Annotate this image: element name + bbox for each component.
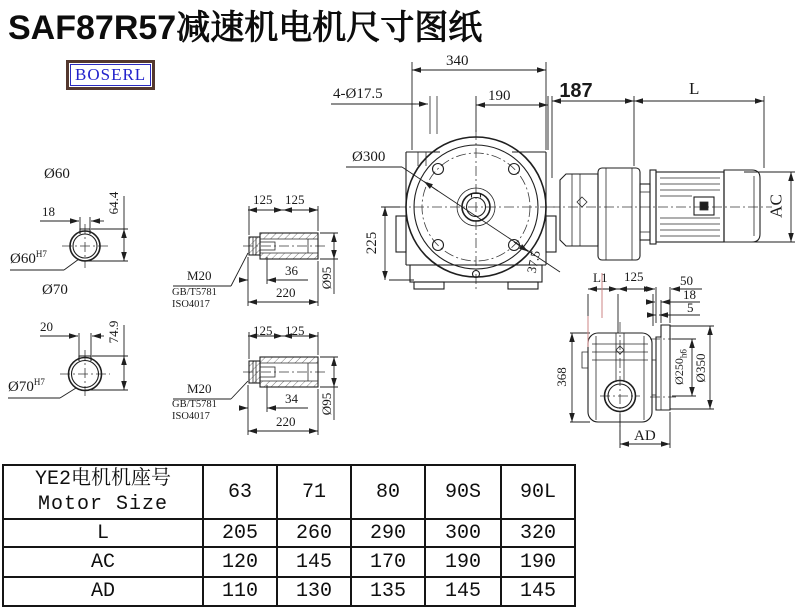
table-cell: 145 <box>277 547 351 577</box>
dim-label-h2-220: 220 <box>276 414 296 429</box>
table-row-AD <box>3 577 575 606</box>
dim-label-225: 225 <box>363 231 380 255</box>
table-cell: 300 <box>425 519 501 547</box>
table-cell: 145 <box>425 577 501 606</box>
table-row-label: AC <box>3 547 203 577</box>
dim-label-shaft60-fit: $Ø60^{H7}$ <box>10 249 47 267</box>
table-cell: 320 <box>501 519 575 547</box>
dim-label-L: L <box>689 79 700 98</box>
dim-label-h2-std1: GB/T5781 <box>172 399 217 410</box>
table-header-en: Motor Size <box>37 493 169 516</box>
dim-label-r125: 125 <box>624 269 644 284</box>
dim-label-shaft70-title: Ø70 <box>42 282 68 298</box>
dim-label-190: 190 <box>488 88 511 104</box>
dim-label-h1-bolt: M20 <box>187 268 212 283</box>
table-header-80: 80 <box>351 465 425 519</box>
dim-label-flange-dia: Ø300 <box>352 149 386 165</box>
dim-label-AC: AC <box>766 194 786 218</box>
dim-label-d350: Ø350 <box>692 353 708 383</box>
dim-label-h2-125a: 125 <box>253 323 273 338</box>
page-title: SAF87R57减速机电机尺寸图纸 <box>8 9 483 47</box>
dim-label-shaft70-keywidth: 20 <box>40 319 53 334</box>
dim-label-shaft70-fit: $Ø70^{H7}$ <box>8 377 45 395</box>
dim-label-AD: AD <box>634 428 656 444</box>
table-header-90S: 90S <box>425 465 501 519</box>
dim-label-L1: L1 <box>593 270 608 285</box>
table-header-motor-size <box>3 465 203 519</box>
dim-label-37-5: 37.5 <box>523 249 544 275</box>
table-cell: 170 <box>351 547 425 577</box>
main-outlines <box>69 137 636 412</box>
dim-label-r5: 5 <box>687 300 694 315</box>
table-header-63: 63 <box>203 465 277 519</box>
table-cell: 190 <box>501 547 575 577</box>
table-header-90L: 90L <box>501 465 575 519</box>
table-cell: 260 <box>277 519 351 547</box>
dim-label-shaft60-height: 64.4 <box>105 191 121 215</box>
dim-label-h2-125b: 125 <box>285 323 305 338</box>
table-header-71: 71 <box>277 465 351 519</box>
table-row-label: AD <box>3 577 203 606</box>
dim-label-r18: 18 <box>683 287 696 302</box>
dim-label-d250: $Ø250_{h6}$ <box>671 349 689 385</box>
dimension-lines <box>8 62 795 448</box>
dim-label-h1-125a: 125 <box>253 192 273 207</box>
dim-label-368: 368 <box>553 367 569 387</box>
table-row-AC <box>3 547 575 577</box>
dim-label-h2-d95: Ø95 <box>318 392 334 416</box>
table-cell: 135 <box>351 577 425 606</box>
table-cell: 130 <box>277 577 351 606</box>
dim-label-h1-36: 36 <box>285 263 298 278</box>
table-cell: 205 <box>203 519 277 547</box>
boserl-logo-text: BOSERL <box>70 64 151 86</box>
dim-label-187: 187 <box>559 80 593 102</box>
table-row-L <box>3 519 575 547</box>
dim-label-h2-bolt: M20 <box>187 381 212 396</box>
table-row-label: L <box>3 519 203 547</box>
dim-label-r50: 50 <box>680 273 693 288</box>
table-cell: 145 <box>501 577 575 606</box>
dim-label-shaft70-height: 74.9 <box>105 320 121 344</box>
dim-label-h1-d95: Ø95 <box>318 266 334 290</box>
dim-label-h2-std2: ISO4017 <box>172 411 210 422</box>
dim-label-h1-std2: ISO4017 <box>172 299 210 310</box>
dim-label-340: 340 <box>446 53 469 69</box>
motor-size-table <box>2 464 576 607</box>
table-cell: 290 <box>351 519 425 547</box>
dim-label-h1-220: 220 <box>276 285 296 300</box>
dim-label-bolt-holes: 4-Ø17.5 <box>333 86 383 102</box>
outlines <box>72 145 761 422</box>
table-cell: 110 <box>203 577 277 606</box>
table-cell: 190 <box>425 547 501 577</box>
table-header-cn: YE2电机机座号 <box>34 468 171 491</box>
table-header-row <box>3 465 575 519</box>
dim-label-shaft60-title: Ø60 <box>44 166 70 182</box>
dim-label-h2-34: 34 <box>285 391 298 406</box>
dim-label-shaft60-keywidth: 18 <box>42 204 55 219</box>
dim-label-h1-std1: GB/T5781 <box>172 287 217 298</box>
table-cell: 120 <box>203 547 277 577</box>
dim-label-h1-125b: 125 <box>285 192 305 207</box>
